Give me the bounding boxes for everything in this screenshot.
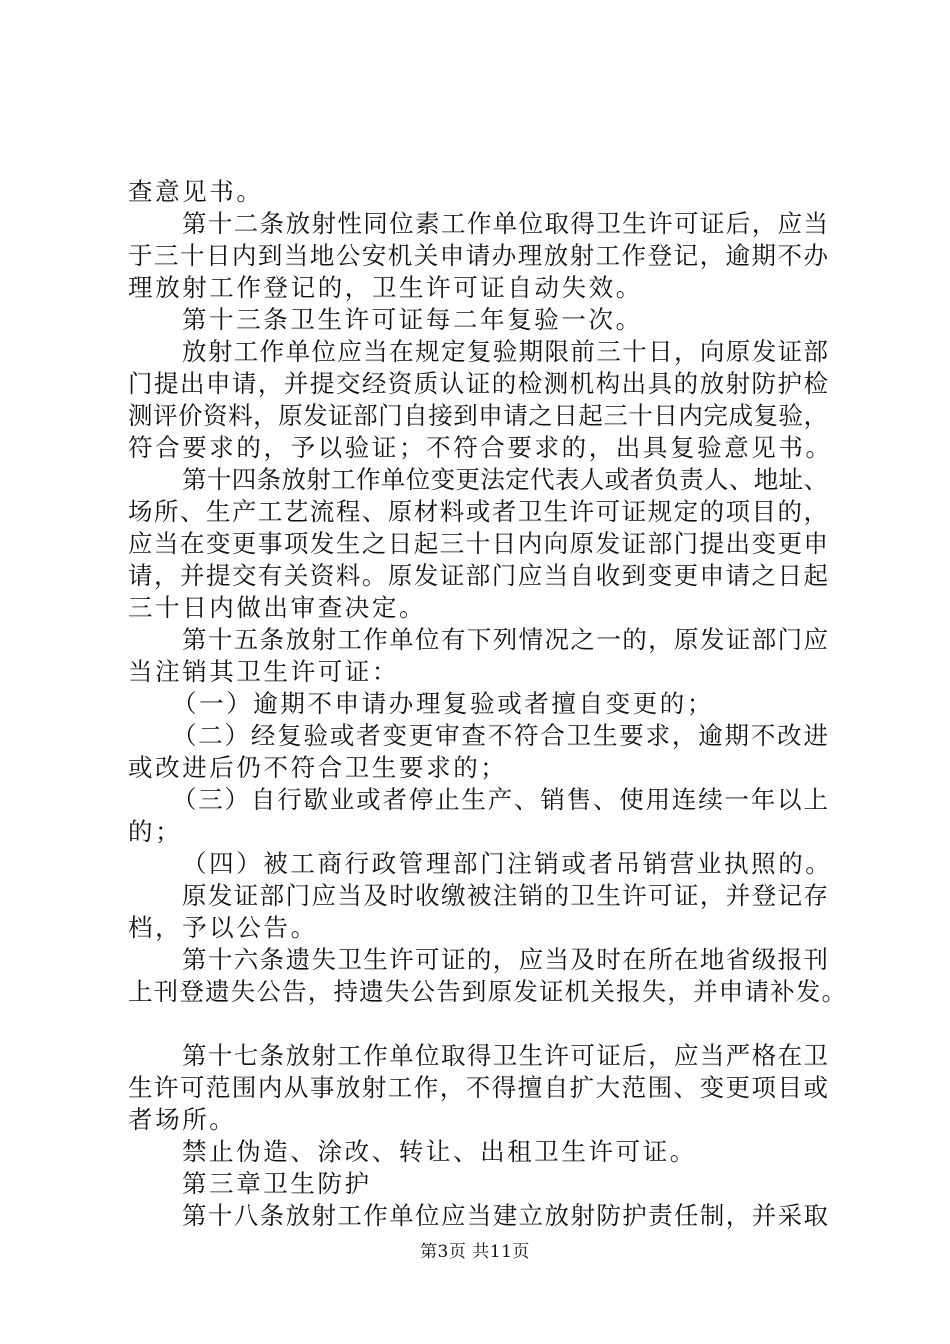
text-line: 场所、生产工艺流程、原材料或者卫生许可证规定的项目的， xyxy=(128,497,828,526)
text-line: 生许可范围内从事放射工作，不得擅自扩大范围、变更项目或 xyxy=(128,1073,828,1102)
text-line: （二）经复验或者变更审查不符合卫生要求，逾期不改进 xyxy=(172,721,828,750)
text-line: 第十五条放射工作单位有下列情况之一的，原发证部门应 xyxy=(182,625,828,654)
text-line: 符合要求的，予以验证；不符合要求的，出具复验意见书。 xyxy=(128,433,833,462)
text-line: 档，予以公告。 xyxy=(128,913,318,942)
text-line: 查意见书。 xyxy=(128,177,264,206)
text-line: 第十八条放射工作单位应当建立放射防护责任制，并采取 xyxy=(182,1201,828,1230)
text-line: 门提出申请，并提交经资质认证的检测机构出具的放射防护检 xyxy=(128,369,828,398)
text-line: 第十七条放射工作单位取得卫生许可证后，应当严格在卫 xyxy=(182,1041,828,1070)
text-line: 的； xyxy=(128,817,183,846)
text-line: 原发证部门应当及时收缴被注销的卫生许可证，并登记存 xyxy=(182,881,828,910)
text-line: 三十日内做出审查决定。 xyxy=(128,593,427,622)
text-line: 放射工作单位应当在规定复验期限前三十日，向原发证部 xyxy=(182,337,828,366)
text-line: （一）逾期不申请办理复验或者擅自变更的； xyxy=(172,689,714,718)
page-footer: 第3页 共11页 xyxy=(420,1242,530,1262)
section-heading: 第三章卫生防护 xyxy=(182,1169,372,1198)
text-line: 应当在变更事项发生之日起三十日内向原发证部门提出变更申 xyxy=(128,529,828,558)
text-line: 理放射工作登记的，卫生许可证自动失效。 xyxy=(128,273,643,302)
text-line: 或改进后仍不符合卫生要求的； xyxy=(128,753,508,782)
text-line: 禁止伪造、涂改、转让、出租卫生许可证。 xyxy=(182,1137,697,1166)
text-line: 当注销其卫生许可证： xyxy=(128,657,399,686)
text-line: 测评价资料，原发证部门自接到申请之日起三十日内完成复验， xyxy=(128,401,828,430)
text-line: 第十六条遗失卫生许可证的，应当及时在所在地省级报刊 xyxy=(182,945,828,974)
text-line: 者场所。 xyxy=(128,1105,237,1134)
text-line: （四）被工商行政管理部门注销或者吊销营业执照的。 xyxy=(182,849,833,878)
text-line: 第十四条放射工作单位变更法定代表人或者负责人、地址、 xyxy=(182,465,828,494)
text-line: 第十二条放射性同位素工作单位取得卫生许可证后，应当 xyxy=(182,209,828,238)
text-line: 第十三条卫生许可证每二年复验一次。 xyxy=(182,305,643,334)
text-line: （三）自行歇业或者停止生产、销售、使用连续一年以上 xyxy=(172,785,828,814)
text-line: 上刊登遗失公告，持遗失公告到原发证机关报失，并申请补发。 xyxy=(128,977,846,1006)
text-line: 请，并提交有关资料。原发证部门应当自收到变更申请之日起 xyxy=(128,561,828,590)
text-line: 于三十日内到当地公安机关申请办理放射工作登记，逾期不办 xyxy=(128,241,828,270)
